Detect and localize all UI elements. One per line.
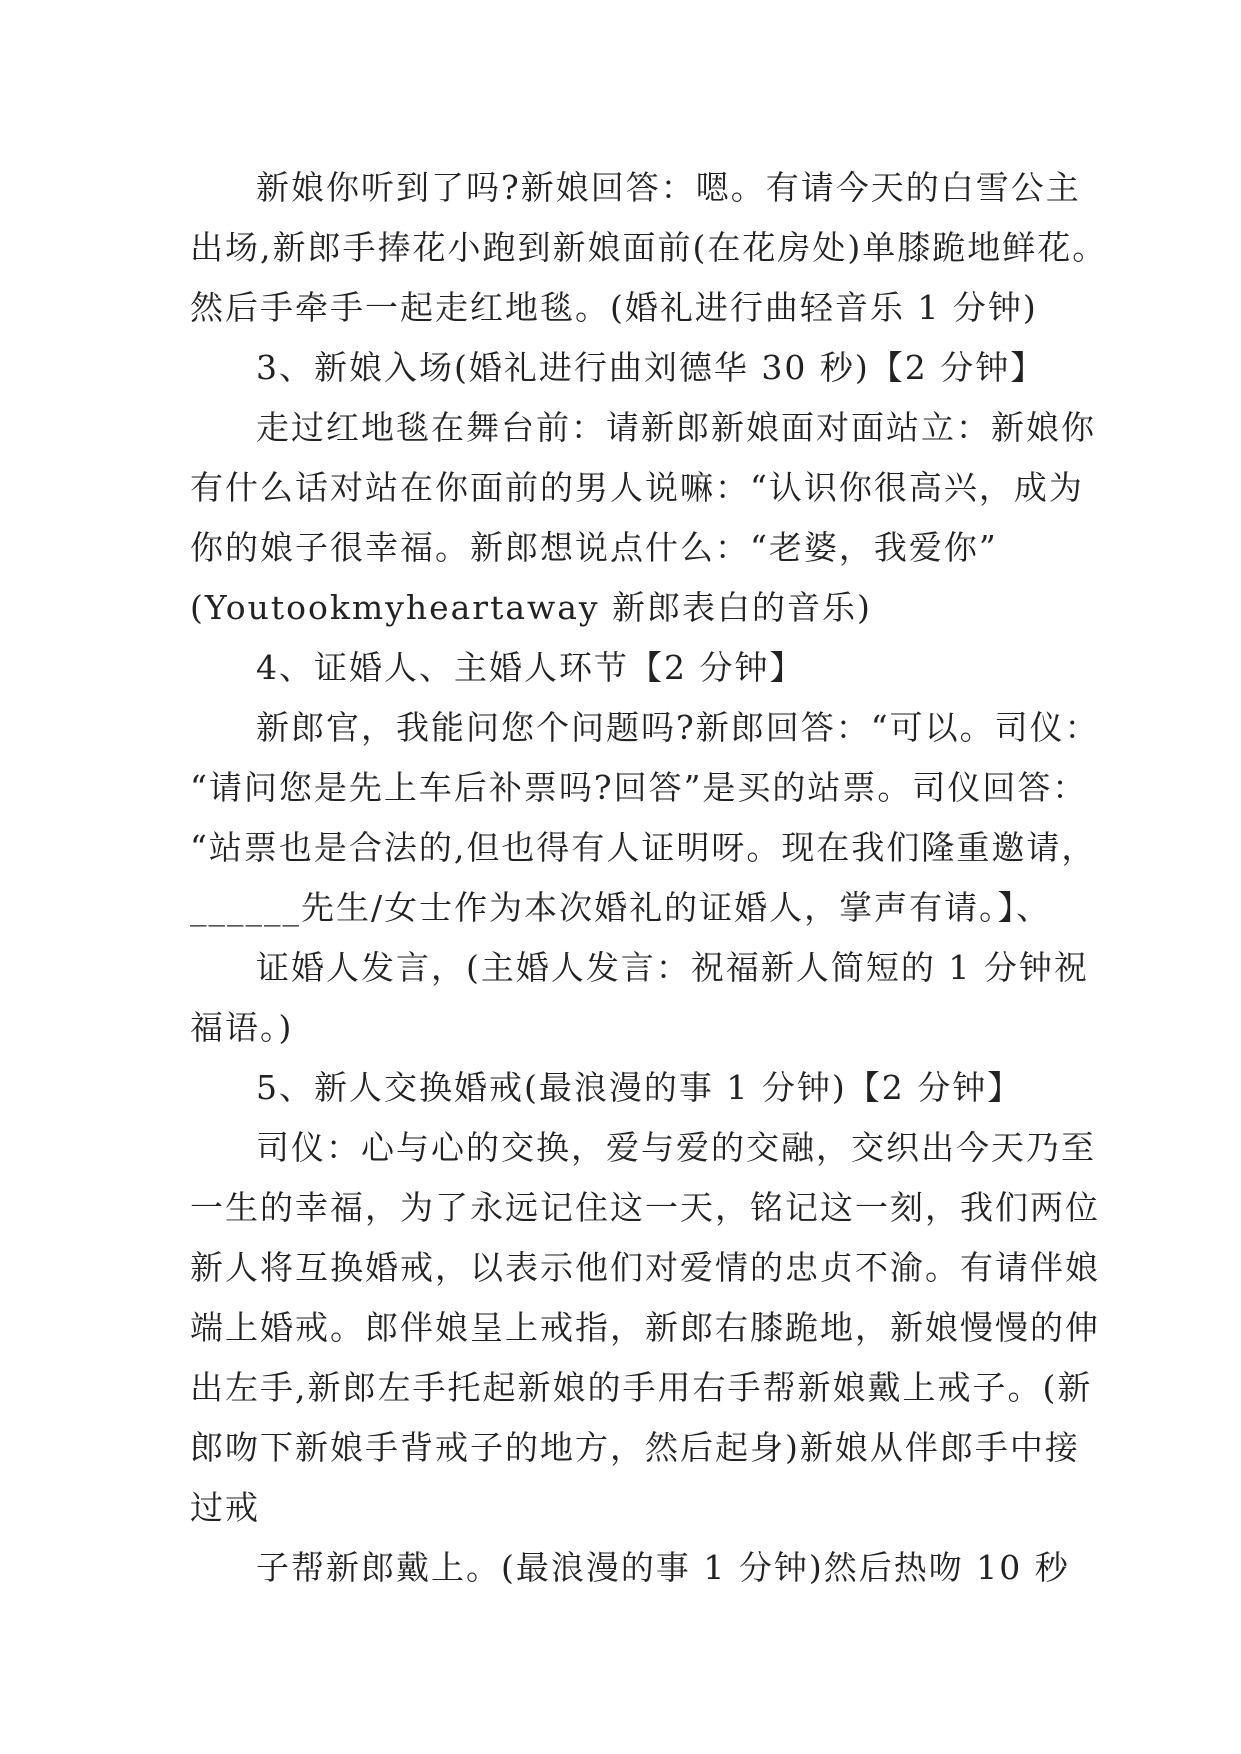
section-heading: 5、新人交换婚戒(最浪漫的事 1 分钟)【2 分钟】: [256, 1068, 1023, 1107]
text-line: 出场,新郎手捧花小跑到新娘面前(在花房处)单膝跪地鲜花。: [190, 228, 1108, 267]
text-line: 福语。): [190, 1008, 294, 1047]
text-line: 你的娘子很幸福。新郎想说点什么：“老婆，我爱你”: [190, 528, 998, 567]
text-line: 端上婚戒。郎伴娘呈上戒指，新郎右膝跪地，新娘慢慢的伸: [190, 1308, 1100, 1347]
text-line: “站票也是合法的,但也得有人证明呀。现在我们隆重邀请，: [190, 828, 1097, 867]
section-heading: 4、证婚人、主婚人环节【2 分钟】: [256, 648, 805, 687]
text-line: 走过红地毯在舞台前：请新郎新娘面对面站立：新娘你: [256, 408, 1096, 447]
text-line: 郎吻下新娘手背戒子的地方，然后起身)新娘从伴郎手中接: [190, 1428, 1080, 1467]
text-line: 司仪：心与心的交换，爱与爱的交融，交织出今天乃至: [256, 1128, 1096, 1167]
text-line: 子帮新郎戴上。(最浪漫的事 1 分钟)然后热吻 10 秒: [256, 1548, 1070, 1587]
text-line: (Youtookmyheartaway 新郎表白的音乐): [190, 588, 872, 627]
text-line: 新郎官，我能问您个问题吗?新郎回答：“可以。司仪：: [256, 708, 1100, 747]
document-body: [190, 158, 1108, 1598]
text-line: “请问您是先上车后补票吗?回答”是买的站票。司仪回答：: [190, 768, 1088, 807]
text-line: 过戒: [190, 1488, 260, 1527]
text-line: ______先生/女士作为本次婚礼的证婚人，掌声有请。】、: [190, 888, 1052, 927]
text-line: 一生的幸福，为了永远记住这一天，铭记这一刻，我们两位: [190, 1188, 1100, 1227]
text-line: 新人将互换婚戒，以表示他们对爱情的忠贞不渝。有请伴娘: [190, 1248, 1100, 1287]
section-heading: 3、新娘入场(婚礼进行曲刘德华 30 秒)【2 分钟】: [256, 348, 1046, 387]
text-line: 新娘你听到了吗?新娘回答：嗯。有请今天的白雪公主: [256, 168, 1081, 207]
text-line: 证婚人发言，(主婚人发言：祝福新人简短的 1 分钟祝: [256, 948, 1089, 987]
text-line: 然后手牵手一起走红地毯。(婚礼进行曲轻音乐 1 分钟): [190, 288, 1038, 327]
text-line: 出左手,新郎左手托起新娘的手用右手帮新娘戴上戒子。(新: [190, 1368, 1093, 1407]
text-line: 有什么话对站在你面前的男人说嘛：“认识你很高兴，成为: [190, 468, 1084, 507]
